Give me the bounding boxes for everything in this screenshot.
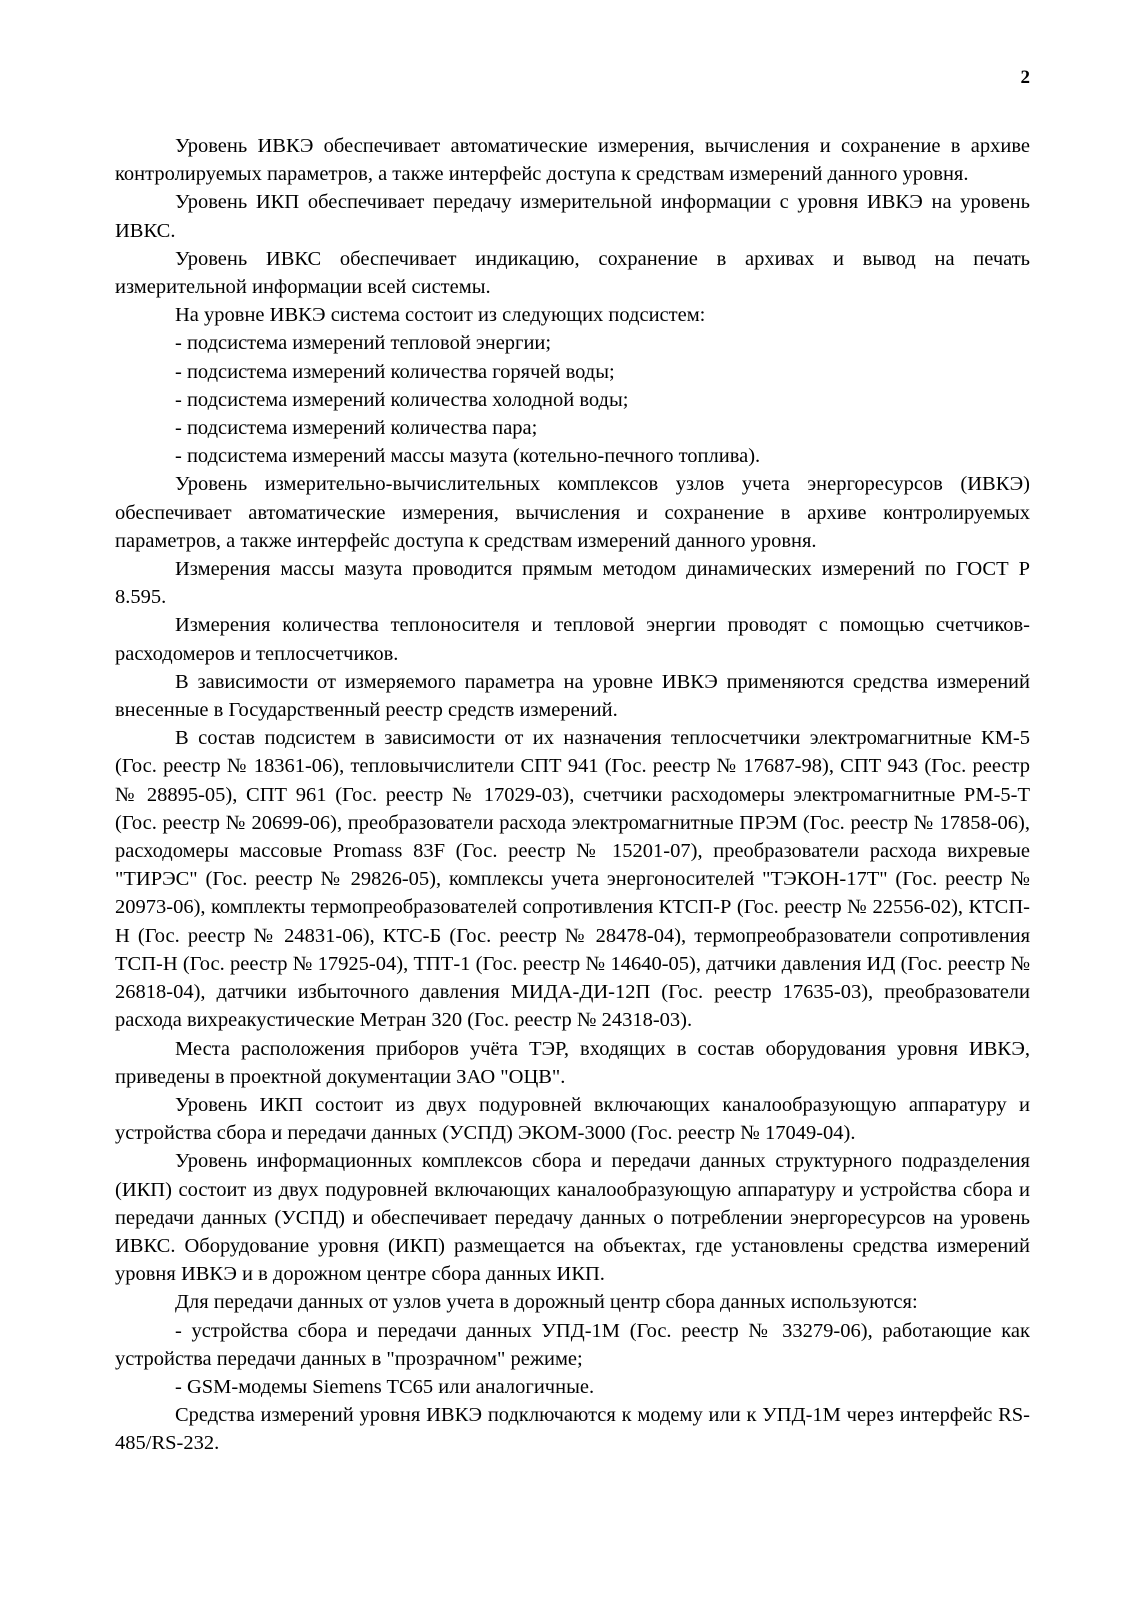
paragraph: На уровне ИВКЭ система состоит из следующих подсистем: (175, 304, 706, 327)
paragraph: Измерения количества теплоносителя и тепловой энергии проводят с помощью счетчиков-расходомеров и теплосчетчиков. (115, 614, 1030, 665)
list-item: - подсистема измерений количества холодной воды; (175, 388, 629, 411)
paragraph: Измерения массы мазута проводится прямым методом динамических измерений по ГОСТ Р 8.595. (115, 558, 1030, 609)
list-item: - подсистема измерений количества пара; (175, 417, 538, 440)
paragraph: Уровень ИВКС обеспечивает индикацию, сохранение в архивах и вывод на печать измерительной информации всей системы. (115, 247, 1030, 299)
list-item: - подсистема измерений количества горячей воды; (175, 360, 615, 383)
paragraph-equipment-registry: В состав подсистем в зависимости от их назначения теплосчетчики электромагнитные КМ-5 (Гос. реестр № 18361-06), тепловычислители СПТ 941 (Гос. реестр № 17687-98), СПТ 943 (Гос. реестр № 28895-05), СПТ 961 (Гос. реестр № 17029-03), счетчики расходомеры электромагнитные РМ-5-Т (Гос. реестр № 20699-06), преобразователи расхода электромагнитные ПРЭМ (Гос. реестр № 17858-06), расходомеры массовые Promass 83F (Гос. реестр № 15201-07), преобразователи расхода вихревые "ТИРЭС" (Гос. реестр № 29826-05), комплексы учета энергоносителей "ТЭКОН-17Т" (Гос. реестр № 20973-06), комплекты термопреобразователей сопротивления КТСП-Р (Гос. реестр № 22556-02), КТСП-Н (Гос. реестр № 24831-06), КТС-Б (Гос. реестр № 28478-04), термопреобразователи сопротивления ТСП-Н (Гос. реестр № 17925-04), ТПТ-1 (Гос. реестр № 14640-05), датчики давления ИД (Гос. реестр № 26818-04), датчики избыточного давления МИДА-ДИ-12П (Гос. реестр 17635-03), преобразователи расхода вихреакустические Метран 320 (Гос. реестр № 24318-03). (115, 727, 1030, 1032)
list-item: - устройства сбора и передачи данных УПД-1М (Гос. реестр № 33279-06), работающие как устройства передачи данных в "прозрачном" режиме; (115, 1319, 1030, 1370)
paragraph: Уровень ИВКЭ обеспечивает автоматические измерения, вычисления и сохранение в архиве контролируемых параметров, а также интерфейс доступа к средствам измерений данного уровня. (115, 135, 1030, 186)
page-number: 2 (1020, 67, 1030, 88)
list-item: - GSM-модемы Siemens TC65 или аналогичные. (175, 1375, 595, 1398)
paragraph: Уровень информационных комплексов сбора и передачи данных структурного подразделения (ИКП) состоит из двух подуровней включающих каналообразующую аппаратуру и устройства сбора и передачи данных (УСПД) и обеспечивает передачу данных о потреблении энергоресурсов на уровень ИВКС. Оборудование уровня (ИКП) размещается на объектах, где установлены средства измерений уровня ИВКЭ и в дорожном центре сбора данных ИКП. (115, 1150, 1030, 1286)
list-item: - подсистема измерений тепловой энергии; (175, 332, 552, 355)
paragraph: Средства измерений уровня ИВКЭ подключаются к модему или к УПД-1М через интерфейс RS-485/RS-232. (115, 1404, 1030, 1455)
paragraph: В зависимости от измеряемого параметра на уровне ИВКЭ применяются средства измерений внесенные в Государственный реестр средств измерений. (115, 670, 1030, 722)
paragraph: Для передачи данных от узлов учета в дорожный центр сбора данных используются: (175, 1291, 918, 1314)
paragraph: Места расположения приборов учёта ТЭР, входящих в состав оборудования уровня ИВКЭ, приведены в проектной документации ЗАО "ОЦВ". (115, 1037, 1030, 1088)
document-body (115, 132, 1030, 1458)
paragraph: Уровень ИКП состоит из двух подуровней включающих каналообразующую аппаратуру и устройства сбора и передачи данных (УСПД) ЭКОМ-3000 (Гос. реестр № 17049-04). (115, 1093, 1030, 1145)
paragraph: Уровень измерительно-вычислительных комплексов узлов учета энергоресурсов (ИВКЭ) обеспечивает автоматические измерения, вычисления и сохранение в архиве контролируемых параметров, а также интерфейс доступа к средствам измерений данного уровня. (115, 473, 1030, 552)
paragraph: Уровень ИКП обеспечивает передачу измерительной информации с уровня ИВКЭ на уровень ИВКС. (115, 191, 1030, 242)
list-item: - подсистема измерений массы мазута (котельно-печного топлива). (175, 445, 761, 468)
